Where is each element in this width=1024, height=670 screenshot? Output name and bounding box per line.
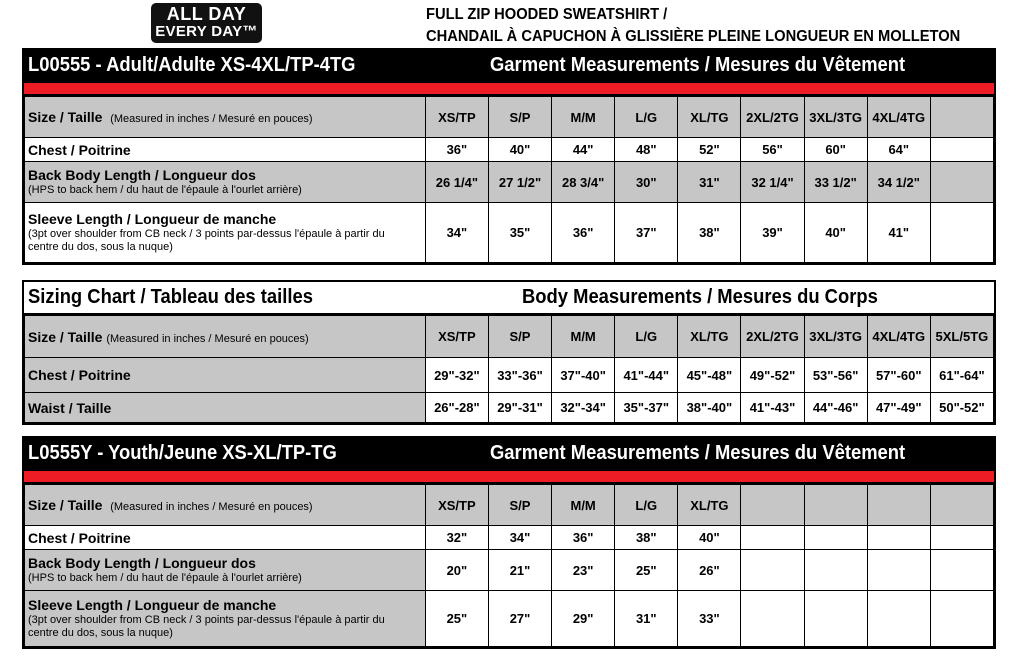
size-header: L/G <box>615 485 678 526</box>
value-cell: 27" <box>488 591 551 647</box>
row-label-cell <box>25 591 426 647</box>
empty-cell <box>930 203 993 263</box>
size-header: M/M <box>552 316 615 358</box>
value-cell: 41"-44" <box>615 358 678 393</box>
value-cell: 33"-36" <box>488 358 551 393</box>
youth-subtitle: Garment Measurements / Mesures du Vêtement <box>490 442 906 464</box>
value-cell: 41"-43" <box>741 393 804 423</box>
value-cell: 36" <box>552 526 615 550</box>
value-cell: 37"-40" <box>552 358 615 393</box>
table-row <box>25 393 994 423</box>
value-cell: 45"-48" <box>678 358 741 393</box>
value-cell: 28 3/4" <box>552 162 615 203</box>
adult-title: L00555 - Adult/Adulte XS-4XL/TP-4TG <box>28 54 356 76</box>
value-cell: 29" <box>552 591 615 647</box>
empty-cell <box>804 485 867 526</box>
brand-logo <box>151 3 262 43</box>
adult-subtitle: Garment Measurements / Mesures du Vêtement <box>490 54 906 76</box>
value-cell: 32" <box>425 526 488 550</box>
youth-title: L0555Y - Youth/Jeune XS-XL/TP-TG <box>28 442 337 464</box>
adult-header <box>24 50 994 83</box>
value-cell: 52" <box>678 138 741 162</box>
value-cell: 31" <box>615 591 678 647</box>
value-cell: 36" <box>552 203 615 263</box>
value-cell: 49"-52" <box>741 358 804 393</box>
row-note: centre du dos, sous la nuque) <box>28 627 173 639</box>
table-row <box>25 358 994 393</box>
value-cell: 29"-32" <box>425 358 488 393</box>
sizing-header <box>24 282 994 315</box>
value-cell: 33" <box>678 591 741 647</box>
value-cell: 33 1/2" <box>804 162 867 203</box>
empty-cell <box>930 526 993 550</box>
youth-header <box>24 438 994 471</box>
value-cell: 39" <box>741 203 804 263</box>
table-row <box>25 203 994 263</box>
value-cell: 47"-49" <box>867 393 930 423</box>
value-cell: 38" <box>615 526 678 550</box>
value-cell: 26" <box>678 550 741 591</box>
value-cell: 21" <box>488 550 551 591</box>
youth-garment-table <box>22 436 996 649</box>
empty-cell <box>930 162 993 203</box>
size-header: XS/TP <box>425 485 488 526</box>
size-note: (Measured in inches / Mesuré en pouces) <box>110 501 313 513</box>
empty-cell <box>930 591 993 647</box>
size-header: 3XL/3TG <box>804 97 867 138</box>
value-cell: 30" <box>615 162 678 203</box>
empty-cell <box>741 526 804 550</box>
table-row <box>25 526 994 550</box>
value-cell: 38" <box>678 203 741 263</box>
value-cell: 20" <box>425 550 488 591</box>
value-cell: 48" <box>615 138 678 162</box>
row-note: centre du dos, sous la nuque) <box>28 241 173 253</box>
size-label-cell <box>25 485 426 526</box>
size-header: M/M <box>552 97 615 138</box>
sizing-table <box>24 315 994 423</box>
empty-cell <box>741 591 804 647</box>
row-note: (3pt over shoulder from CB neck / 3 points par-dessus l'épaule à partir du <box>28 614 385 626</box>
value-cell: 44" <box>552 138 615 162</box>
size-label: Size / Taille <box>28 109 103 125</box>
size-note: (Measured in inches / Mesuré en pouces) <box>106 332 309 345</box>
adult-size-row <box>25 97 994 138</box>
empty-cell <box>804 591 867 647</box>
value-cell: 27 1/2" <box>488 162 551 203</box>
size-header: M/M <box>552 485 615 526</box>
product-title <box>426 4 969 48</box>
row-label: Chest / Poitrine <box>25 358 426 393</box>
table-row <box>25 162 994 203</box>
logo-line-2: EVERY DAY™ <box>155 23 258 40</box>
row-label: Chest / Poitrine <box>25 138 426 162</box>
size-header: XS/TP <box>425 316 488 358</box>
size-header: S/P <box>488 97 551 138</box>
value-cell: 29"-31" <box>488 393 551 423</box>
value-cell: 50"-52" <box>930 393 993 423</box>
size-header: 4XL/4TG <box>867 97 930 138</box>
row-label-cell <box>25 203 426 263</box>
empty-cell <box>867 485 930 526</box>
size-header: S/P <box>488 316 551 358</box>
row-note: (HPS to back hem / du haut de l'épaule à l'ourlet arrière) <box>28 184 302 196</box>
value-cell: 36" <box>425 138 488 162</box>
size-header: 3XL/3TG <box>804 316 867 358</box>
size-header: 4XL/4TG <box>867 316 930 358</box>
size-header: 2XL/2TG <box>741 316 804 358</box>
size-header: L/G <box>615 97 678 138</box>
value-cell: 40" <box>804 203 867 263</box>
value-cell: 61"-64" <box>930 358 993 393</box>
row-label: Sleeve Length / Longueur de manche <box>28 211 277 227</box>
row-label: Back Body Length / Longueur dos <box>28 167 256 183</box>
row-label: Chest / Poitrine <box>25 526 426 550</box>
value-cell: 40" <box>678 526 741 550</box>
sizing-size-row <box>25 316 994 358</box>
table-row <box>25 591 994 647</box>
youth-table <box>24 484 994 647</box>
empty-cell <box>930 97 993 138</box>
empty-cell <box>930 485 993 526</box>
youth-size-row <box>25 485 994 526</box>
value-cell: 34 1/2" <box>867 162 930 203</box>
value-cell: 26"-28" <box>425 393 488 423</box>
empty-cell <box>804 526 867 550</box>
row-note: (3pt over shoulder from CB neck / 3 points par-dessus l'épaule à partir du <box>28 228 385 240</box>
value-cell: 40" <box>488 138 551 162</box>
value-cell: 35"-37" <box>615 393 678 423</box>
value-cell: 25" <box>425 591 488 647</box>
row-label-cell <box>25 550 426 591</box>
empty-cell <box>741 550 804 591</box>
value-cell: 34" <box>488 526 551 550</box>
value-cell: 32"-34" <box>552 393 615 423</box>
product-title-fr: CHANDAIL À CAPUCHON À GLISSIÈRE PLEINE LONGUEUR EN MOLLETON <box>426 28 961 45</box>
sizing-chart-table <box>22 280 996 425</box>
empty-cell <box>804 550 867 591</box>
value-cell: 31" <box>678 162 741 203</box>
value-cell: 23" <box>552 550 615 591</box>
row-note: (HPS to back hem / du haut de l'épaule à l'ourlet arrière) <box>28 572 302 584</box>
value-cell: 64" <box>867 138 930 162</box>
size-label-cell <box>25 316 426 358</box>
value-cell: 25" <box>615 550 678 591</box>
adult-garment-table <box>22 48 996 265</box>
size-header: XL/TG <box>678 316 741 358</box>
size-header: S/P <box>488 485 551 526</box>
row-label: Sleeve Length / Longueur de manche <box>28 597 277 613</box>
sizing-subtitle: Body Measurements / Mesures du Corps <box>522 286 878 308</box>
value-cell: 35" <box>488 203 551 263</box>
size-header: XS/TP <box>425 97 488 138</box>
value-cell: 37" <box>615 203 678 263</box>
table-row <box>25 550 994 591</box>
adult-red-bar <box>24 83 994 96</box>
empty-cell <box>867 550 930 591</box>
product-title-en: FULL ZIP HOODED SWEATSHIRT / <box>426 6 668 23</box>
value-cell: 53"-56" <box>804 358 867 393</box>
empty-cell <box>930 550 993 591</box>
value-cell: 26 1/4" <box>425 162 488 203</box>
value-cell: 32 1/4" <box>741 162 804 203</box>
size-header: XL/TG <box>678 485 741 526</box>
size-label: Size / Taille <box>28 328 103 345</box>
size-header: 5XL/5TG <box>930 316 993 358</box>
size-header: L/G <box>615 316 678 358</box>
value-cell: 57"-60" <box>867 358 930 393</box>
youth-red-bar <box>24 471 994 484</box>
row-label-cell <box>25 162 426 203</box>
empty-cell <box>867 591 930 647</box>
empty-cell <box>930 138 993 162</box>
size-label: Size / Taille <box>28 497 103 513</box>
value-cell: 56" <box>741 138 804 162</box>
size-header: XL/TG <box>678 97 741 138</box>
empty-cell <box>741 485 804 526</box>
value-cell: 44"-46" <box>804 393 867 423</box>
row-label: Waist / Taille <box>25 393 426 423</box>
value-cell: 60" <box>804 138 867 162</box>
size-header: 2XL/2TG <box>741 97 804 138</box>
table-row <box>25 138 994 162</box>
empty-cell <box>867 526 930 550</box>
value-cell: 38"-40" <box>678 393 741 423</box>
size-label-cell <box>25 97 426 138</box>
row-label: Back Body Length / Longueur dos <box>28 555 256 571</box>
adult-table <box>24 96 994 263</box>
size-note: (Measured in inches / Mesuré en pouces) <box>110 113 313 125</box>
logo-line-1: ALL DAY <box>166 4 247 24</box>
sizing-title: Sizing Chart / Tableau des tailles <box>28 286 313 308</box>
value-cell: 34" <box>425 203 488 263</box>
value-cell: 41" <box>867 203 930 263</box>
